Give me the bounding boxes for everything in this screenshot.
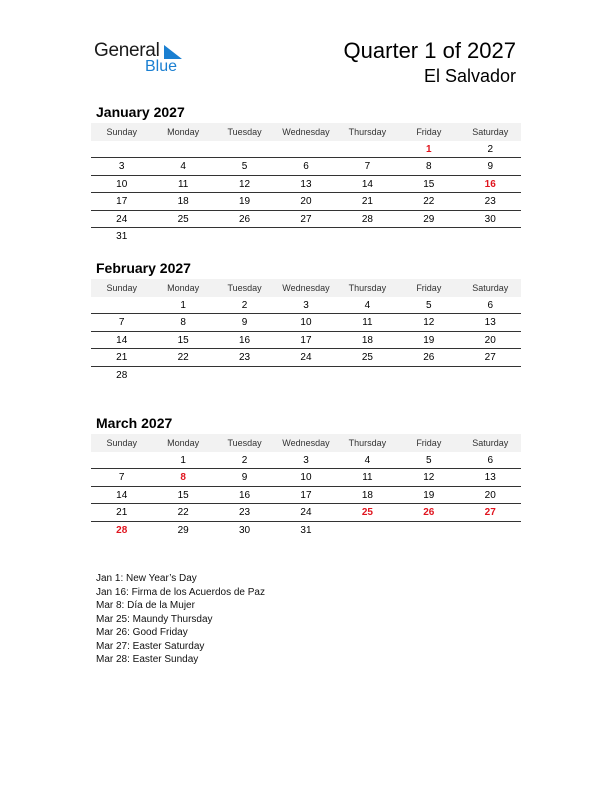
month-january bbox=[91, 103, 521, 245]
country-name: El Salvador bbox=[423, 66, 516, 86]
date-cell: 24 bbox=[300, 507, 312, 519]
date-cell: 7 bbox=[364, 161, 371, 173]
weekday-label: Wednesday bbox=[282, 127, 330, 137]
date-cell: 9 bbox=[241, 317, 248, 329]
date-cell: 1 bbox=[180, 300, 186, 311]
month-grid bbox=[91, 297, 521, 384]
week-row bbox=[91, 314, 521, 331]
date-cell: 15 bbox=[177, 489, 189, 501]
date-cell: 8 bbox=[180, 317, 186, 329]
holiday-note: Jan 1: New Year’s Day bbox=[96, 573, 197, 584]
date-cell: 16 bbox=[238, 489, 251, 501]
date-cell: 15 bbox=[177, 334, 189, 346]
week-row bbox=[91, 522, 521, 539]
weekday-label: Monday bbox=[167, 438, 200, 448]
week-row bbox=[91, 141, 521, 158]
weekday-label: Sunday bbox=[106, 283, 137, 293]
holiday-note: Mar 25: Maundy Thursday bbox=[96, 613, 213, 625]
date-cell: 24 bbox=[116, 213, 128, 225]
date-cell: 11 bbox=[177, 178, 189, 190]
date-cell: 18 bbox=[361, 334, 373, 346]
date-cell: 31 bbox=[300, 524, 312, 536]
holiday-date-cell: 8 bbox=[180, 472, 186, 484]
week-row bbox=[91, 349, 521, 366]
date-cell: 6 bbox=[487, 455, 494, 466]
date-cell: 10 bbox=[300, 317, 312, 329]
holiday-date-cell: 26 bbox=[423, 507, 435, 519]
weekday-label: Wednesday bbox=[282, 438, 330, 448]
weekday-label: Sunday bbox=[106, 127, 137, 137]
weekday-label: Saturday bbox=[472, 283, 509, 293]
date-cell: 20 bbox=[300, 196, 312, 208]
date-cell: 19 bbox=[423, 334, 435, 346]
month-february bbox=[91, 259, 521, 384]
date-cell: 30 bbox=[238, 524, 251, 536]
date-cell bbox=[337, 522, 398, 539]
date-cell: 17 bbox=[116, 196, 128, 208]
date-cell: 18 bbox=[361, 489, 373, 501]
weekday-header bbox=[91, 434, 521, 452]
week-row bbox=[91, 297, 521, 314]
date-cell: 20 bbox=[484, 334, 496, 346]
date-cell: 4 bbox=[364, 300, 371, 311]
date-cell: 27 bbox=[300, 213, 312, 225]
date-cell bbox=[214, 141, 275, 157]
date-cell: 26 bbox=[423, 352, 435, 364]
holiday-date-cell: 28 bbox=[116, 524, 128, 536]
logo-general-text: General bbox=[94, 40, 160, 61]
weekday-label: Thursday bbox=[348, 283, 387, 293]
date-cell: 21 bbox=[116, 507, 128, 519]
date-cell: 28 bbox=[116, 369, 128, 381]
weekday-label: Friday bbox=[416, 127, 442, 137]
date-cell: 3 bbox=[118, 161, 125, 173]
date-cell bbox=[152, 367, 213, 384]
month-grid bbox=[91, 452, 521, 539]
date-cell: 28 bbox=[361, 213, 373, 225]
date-cell: 5 bbox=[426, 300, 432, 311]
date-cell: 21 bbox=[361, 196, 373, 208]
date-cell: 2 bbox=[241, 300, 248, 311]
date-cell: 29 bbox=[423, 213, 435, 225]
date-cell: 7 bbox=[118, 472, 125, 484]
date-cell bbox=[91, 141, 152, 157]
date-cell: 16 bbox=[238, 334, 251, 346]
date-cell bbox=[398, 522, 459, 539]
week-row bbox=[91, 469, 521, 486]
week-row bbox=[91, 367, 521, 384]
date-cell: 11 bbox=[362, 472, 373, 484]
weekday-label: Tuesday bbox=[227, 127, 262, 137]
week-row bbox=[91, 452, 521, 469]
weekday-header bbox=[91, 123, 521, 141]
date-cell: 19 bbox=[238, 196, 251, 208]
logo-triangle-icon bbox=[164, 45, 182, 59]
week-row bbox=[91, 487, 521, 504]
week-row bbox=[91, 228, 521, 245]
date-cell: 13 bbox=[300, 178, 312, 190]
month-title: January 2027 bbox=[96, 104, 185, 120]
date-cell bbox=[91, 452, 152, 468]
date-cell bbox=[275, 141, 336, 157]
month-grid bbox=[91, 141, 521, 245]
date-cell: 9 bbox=[241, 472, 248, 484]
date-cell: 14 bbox=[116, 334, 128, 346]
holiday-list bbox=[96, 572, 265, 667]
weekday-label: Friday bbox=[416, 438, 442, 448]
date-cell: 23 bbox=[484, 196, 496, 208]
week-row bbox=[91, 504, 521, 521]
date-cell: 11 bbox=[362, 317, 373, 329]
date-cell: 6 bbox=[487, 300, 494, 311]
week-row bbox=[91, 176, 521, 193]
month-title: March 2027 bbox=[96, 415, 173, 431]
date-cell: 12 bbox=[423, 472, 435, 484]
week-row bbox=[91, 332, 521, 349]
date-cell: 7 bbox=[118, 317, 125, 329]
date-cell: 9 bbox=[487, 161, 494, 173]
date-cell: 14 bbox=[116, 489, 128, 501]
date-cell: 27 bbox=[484, 352, 496, 364]
date-cell bbox=[398, 228, 459, 245]
holiday-note: Mar 26: Good Friday bbox=[96, 627, 188, 638]
date-cell bbox=[214, 228, 275, 245]
weekday-label: Tuesday bbox=[227, 283, 262, 293]
date-cell bbox=[460, 228, 521, 245]
week-row bbox=[91, 158, 521, 175]
date-cell: 12 bbox=[423, 317, 435, 329]
date-cell: 22 bbox=[177, 352, 189, 364]
holiday-date-cell: 25 bbox=[361, 507, 373, 519]
date-cell: 29 bbox=[177, 524, 189, 536]
weekday-label: Friday bbox=[416, 283, 442, 293]
logo-blue-text: Blue bbox=[145, 58, 178, 75]
date-cell: 23 bbox=[238, 507, 251, 519]
date-cell: 14 bbox=[361, 178, 373, 190]
date-cell: 26 bbox=[238, 213, 251, 225]
page-title: Quarter 1 of 2027 bbox=[343, 38, 516, 63]
date-cell: 4 bbox=[180, 161, 186, 173]
date-cell: 13 bbox=[484, 317, 496, 329]
date-cell: 17 bbox=[300, 489, 312, 501]
date-cell bbox=[337, 228, 398, 245]
date-cell: 3 bbox=[303, 300, 309, 311]
date-cell: 19 bbox=[423, 489, 435, 501]
date-cell bbox=[398, 367, 459, 384]
brand-logo bbox=[94, 40, 194, 80]
date-cell bbox=[460, 522, 521, 539]
weekday-label: Tuesday bbox=[227, 438, 262, 448]
date-cell: 12 bbox=[238, 178, 251, 190]
weekday-label: Monday bbox=[167, 283, 200, 293]
weekday-label: Monday bbox=[167, 127, 200, 137]
date-cell: 2 bbox=[241, 455, 248, 466]
weekday-label: Saturday bbox=[472, 127, 509, 137]
date-cell: 1 bbox=[180, 455, 186, 466]
weekday-label: Saturday bbox=[472, 438, 509, 448]
date-cell: 31 bbox=[116, 230, 128, 242]
date-cell: 23 bbox=[238, 352, 251, 364]
date-cell bbox=[460, 367, 521, 384]
date-cell bbox=[275, 367, 336, 384]
date-cell bbox=[214, 367, 275, 384]
date-cell: 5 bbox=[426, 455, 432, 466]
date-cell bbox=[337, 367, 398, 384]
date-cell: 3 bbox=[303, 455, 309, 466]
holiday-date-cell: 27 bbox=[484, 507, 496, 519]
date-cell: 10 bbox=[300, 472, 312, 484]
week-row bbox=[91, 193, 521, 210]
date-cell: 8 bbox=[426, 161, 432, 173]
date-cell: 25 bbox=[361, 352, 373, 364]
date-cell: 30 bbox=[484, 213, 496, 225]
date-cell bbox=[152, 141, 213, 157]
holiday-note: Mar 28: Easter Sunday bbox=[96, 654, 199, 665]
date-cell: 20 bbox=[484, 489, 496, 501]
holiday-note: Jan 16: Firma de los Acuerdos de Paz bbox=[96, 586, 265, 598]
date-cell: 4 bbox=[364, 455, 371, 466]
date-cell: 6 bbox=[303, 161, 309, 173]
week-row bbox=[91, 211, 521, 228]
date-cell: 15 bbox=[423, 178, 435, 190]
month-title: February 2027 bbox=[96, 260, 191, 276]
date-cell: 25 bbox=[177, 213, 189, 225]
weekday-label: Thursday bbox=[348, 438, 387, 448]
holiday-note: Mar 27: Easter Saturday bbox=[96, 640, 205, 652]
date-cell bbox=[275, 228, 336, 245]
date-cell: 24 bbox=[300, 352, 312, 364]
holiday-date-cell: 1 bbox=[426, 144, 432, 155]
date-cell: 21 bbox=[116, 352, 128, 364]
date-cell bbox=[337, 141, 398, 157]
date-cell: 17 bbox=[300, 334, 312, 346]
weekday-label: Wednesday bbox=[282, 283, 330, 293]
date-cell: 22 bbox=[177, 507, 189, 519]
date-cell: 10 bbox=[116, 178, 128, 190]
date-cell: 13 bbox=[484, 472, 496, 484]
holiday-date-cell: 16 bbox=[484, 178, 496, 190]
date-cell: 18 bbox=[177, 196, 189, 208]
weekday-header bbox=[91, 279, 521, 297]
month-march bbox=[91, 414, 521, 539]
weekday-label: Thursday bbox=[348, 127, 387, 137]
date-cell: 5 bbox=[241, 161, 248, 173]
date-cell bbox=[91, 297, 152, 313]
date-cell: 2 bbox=[487, 144, 494, 155]
holiday-note: Mar 8: Día de la Mujer bbox=[96, 600, 195, 611]
date-cell: 22 bbox=[423, 196, 435, 208]
date-cell bbox=[152, 228, 213, 245]
weekday-label: Sunday bbox=[106, 438, 137, 448]
